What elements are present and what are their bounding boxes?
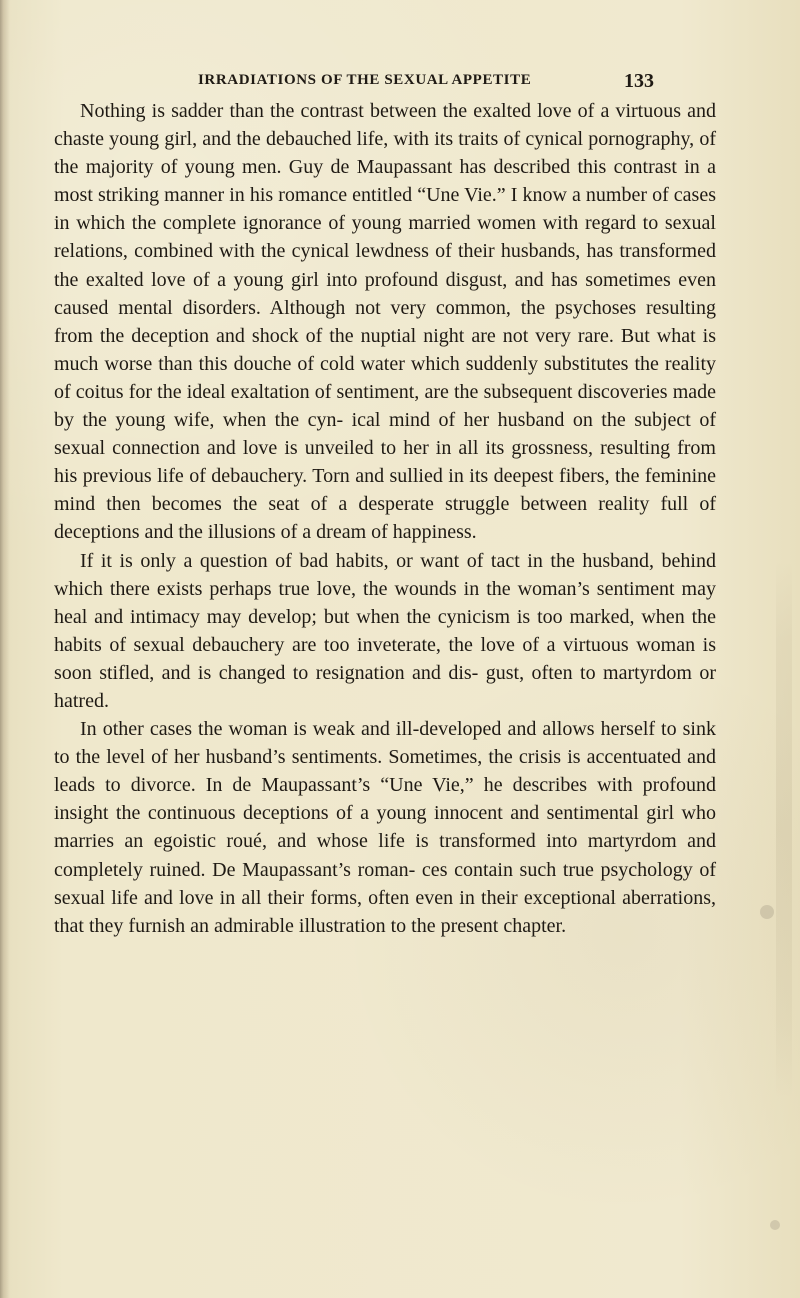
body-text [54, 97, 716, 940]
paragraph-1: Nothing is sadder than the contrast between the exalted love of a virtuous and chaste young girl, and the debauched life, with its traits of cynical pornography, of the majority of young men. Guy de Maupassant has described this contrast in a most striking manner in his romance entitled “Une Vie.” I know a number of cases in which the complete ignorance of young married women with regard to sexual relations, combined with the cynical lewdness of their husbands, has transformed the exalted love of a young girl into profound disgust, and has sometimes even caused mental disorders. Although not very common, the psychoses resulting from the deception and shock of the nuptial night are not very rare. But what is much worse than this douche of cold water which suddenly substitutes the reality of coitus for the ideal exaltation of sentiment, are the subsequent discoveries made by the young wife, when the cyn- ical mind of her husband on the subject of sexual connection and love is unveiled to her in all its grossness, resulting from his previous life of debauchery. Torn and sullied in its deepest fibers, the feminine mind then becomes the seat of a desperate struggle between reality full of deceptions and the illusions of a dream of happiness. [54, 100, 716, 544]
paragraph-3: In other cases the woman is weak and ill-developed and allows herself to sink to the level of her husband’s sentiments. Sometimes, the crisis is accentuated and leads to divorce. In de Maupassant’s “Une Vie,” he describes with profound insight the continuous deceptions of a young innocent and sentimental girl who marries an egoistic roué, and whose life is transformed into martyrdom and completely ruined. De Maupassant’s roman- ces contain such true psychology of sexual life and love in all their forms, often even in their exceptional aberrations, that they furnish an admirable illustration to the present chapter. [54, 718, 716, 937]
paper-stain [776, 560, 792, 1100]
running-head [198, 72, 654, 96]
running-head-title: IRRADIATIONS OF THE SEXUAL APPETITE [198, 72, 532, 88]
page-gutter-shadow [0, 0, 10, 1298]
paper-spot [770, 1220, 780, 1230]
paragraph-2: If it is only a question of bad habits, or want of tact in the husband, behind which there exists perhaps true love, the wounds in the woman’s sentiment may heal and intimacy may develop; but when the cynicism is too marked, when the habits of sexual debauchery are too inveterate, the love of a virtuous woman is soon stifled, and is changed to resignation and dis- gust, often to martyrdom or hatred. [54, 549, 716, 712]
page-number: 133 [624, 70, 654, 92]
paper-spot [760, 905, 774, 919]
